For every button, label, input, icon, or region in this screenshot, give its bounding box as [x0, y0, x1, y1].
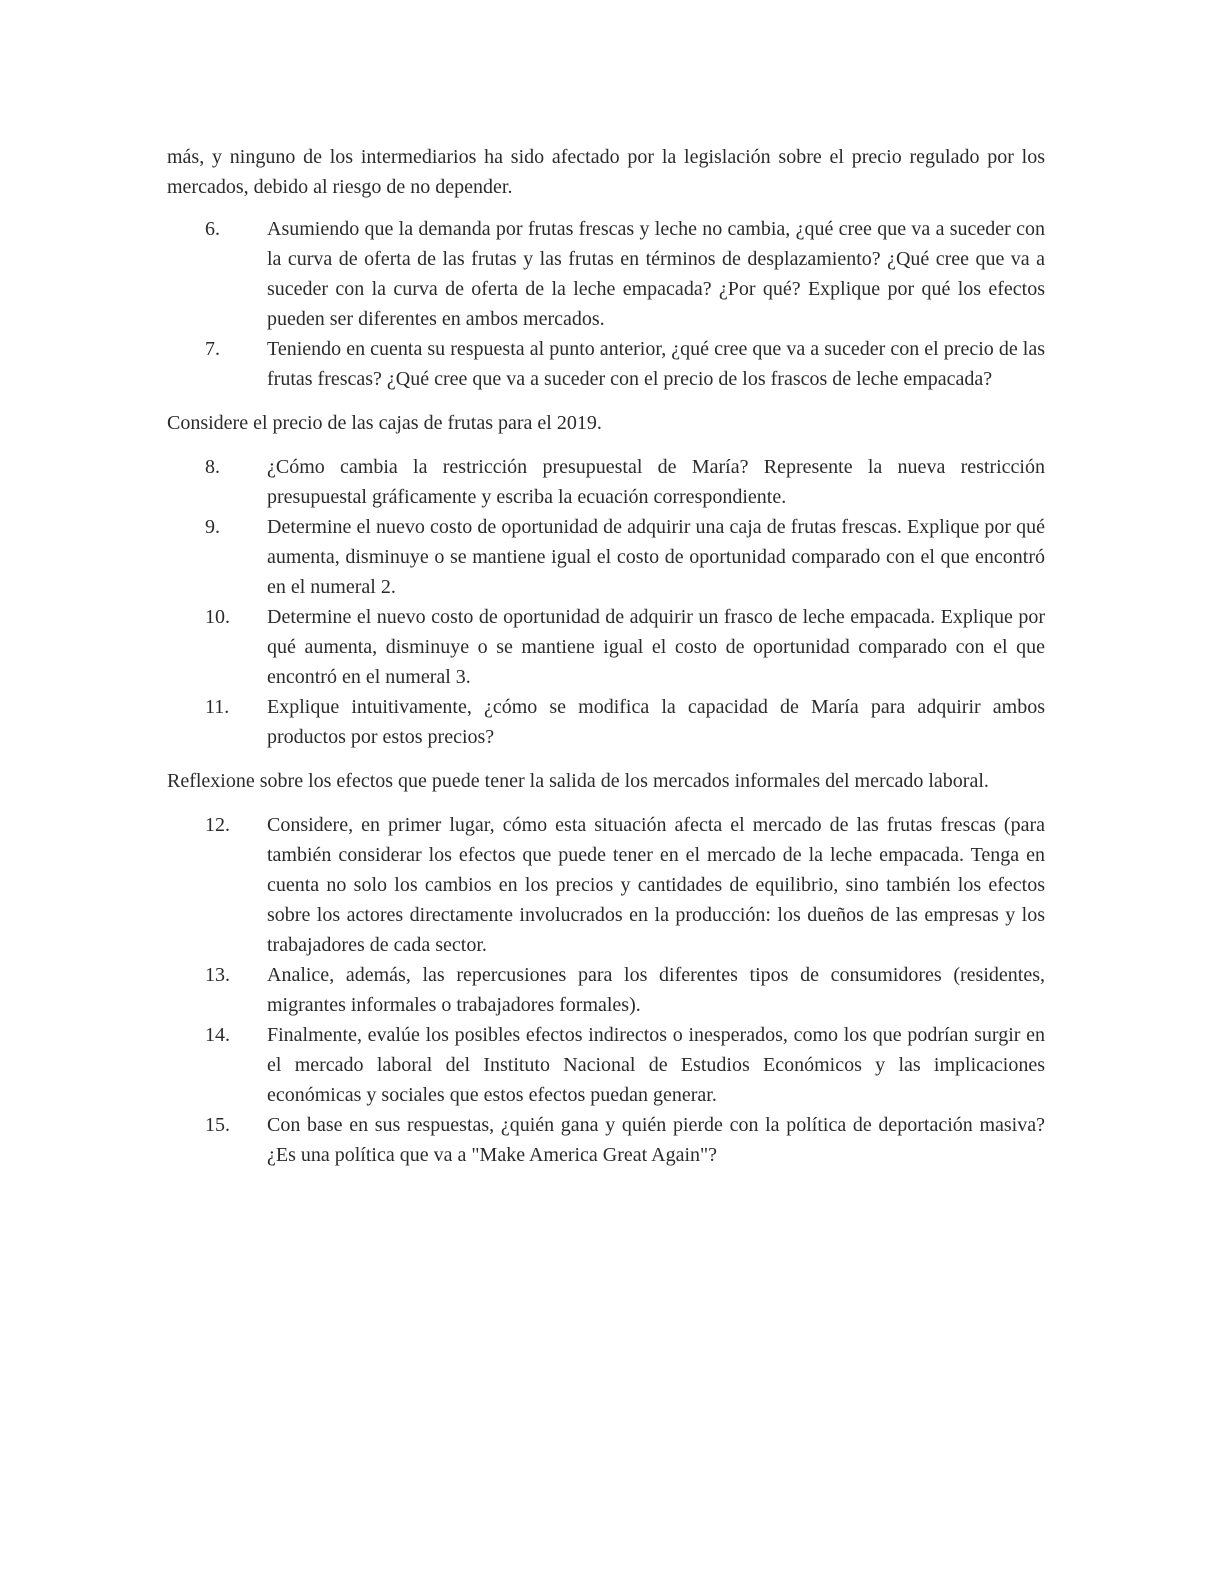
item-text: Considere, en primer lugar, cómo esta situación afecta el mercado de las frutas frescas (para también considerar los efectos que puede tener en el mercado de la leche empacada. Tenga en cuenta no solo los cambios en los precios y cantidades de equilibrio, sino también los efectos sobre los actores directamente involucrados en la producción: los dueños de las empresas y los trabajadores de cada sector. — [267, 814, 1045, 956]
item-text: Teniendo en cuenta su respuesta al punto anterior, ¿qué cree que va a suceder con el precio de las frutas frescas? ¿Qué cree que va a suceder con el precio de los frascos de leche empacada? — [267, 338, 1045, 390]
list-item — [167, 334, 1045, 394]
list-item — [167, 602, 1045, 692]
item-text: Determine el nuevo costo de oportunidad de adquirir una caja de frutas frescas. Explique por qué aumenta, disminuye o se mantiene igual el costo de oportunidad comparado con el que encontró en el numeral 2. — [267, 516, 1045, 598]
list-item — [167, 960, 1045, 1020]
item-text: Determine el nuevo costo de oportunidad de adquirir un frasco de leche empacada. Explique por qué aumenta, disminuye o se mantiene igual el costo de oportunidad comparado con el que encontró en el numeral 3. — [267, 606, 1045, 688]
list-item — [167, 1110, 1045, 1170]
question-list-section-3 — [167, 810, 1045, 1170]
section-3-heading: Reflexione sobre los efectos que puede tener la salida de los mercados informales del mercado laboral. — [167, 770, 989, 792]
item-number: 13. — [205, 964, 230, 986]
list-item — [167, 512, 1045, 602]
question-list-section-2 — [167, 452, 1045, 752]
list-item — [167, 1020, 1045, 1110]
item-text: Con base en sus respuestas, ¿quién gana y quién pierde con la política de deportación masiva? ¿Es una política que va a "Make America Great Again"? — [267, 1114, 1045, 1166]
list-item — [167, 810, 1045, 960]
item-number: 10. — [205, 606, 230, 628]
item-number: 14. — [205, 1024, 230, 1046]
item-text: Explique intuitivamente, ¿cómo se modifica la capacidad de María para adquirir ambos productos por estos precios? — [267, 696, 1045, 748]
question-list-section-1 — [167, 214, 1045, 394]
document-page — [167, 142, 1045, 1170]
item-number: 9. — [205, 516, 220, 538]
item-number: 15. — [205, 1114, 230, 1136]
item-text: Finalmente, evalúe los posibles efectos indirectos o inesperados, como los que podrían surgir en el mercado laboral del Instituto Nacional de Estudios Económicos y las implicaciones económicas y sociales que estos efectos puedan generar. — [267, 1024, 1045, 1106]
item-text: Asumiendo que la demanda por frutas frescas y leche no cambia, ¿qué cree que va a suceder con la curva de oferta de las frutas y las frutas en términos de desplazamiento? ¿Qué cree que va a suceder con la curva de oferta de la leche empacada? ¿Por qué? Explique por qué los efectos pueden ser diferentes en ambos mercados. — [267, 218, 1045, 330]
item-number: 8. — [205, 456, 220, 478]
section-2-heading: Considere el precio de las cajas de frutas para el 2019. — [167, 412, 602, 434]
item-text: ¿Cómo cambia la restricción presupuestal de María? Represente la nueva restricción presupuestal gráficamente y escriba la ecuación correspondiente. — [267, 456, 1045, 508]
intro-paragraph: más, y ninguno de los intermediarios ha sido afectado por la legislación sobre el precio regulado por los mercados, debido al riesgo de no depender. — [167, 146, 1045, 198]
list-item — [167, 452, 1045, 512]
item-number: 6. — [205, 218, 220, 240]
item-number: 7. — [205, 338, 220, 360]
item-number: 11. — [205, 696, 230, 718]
list-item — [167, 692, 1045, 752]
item-text: Analice, además, las repercusiones para los diferentes tipos de consumidores (residentes, migrantes informales o trabajadores formales). — [267, 964, 1045, 1016]
item-number: 12. — [205, 814, 230, 836]
list-item — [167, 214, 1045, 334]
